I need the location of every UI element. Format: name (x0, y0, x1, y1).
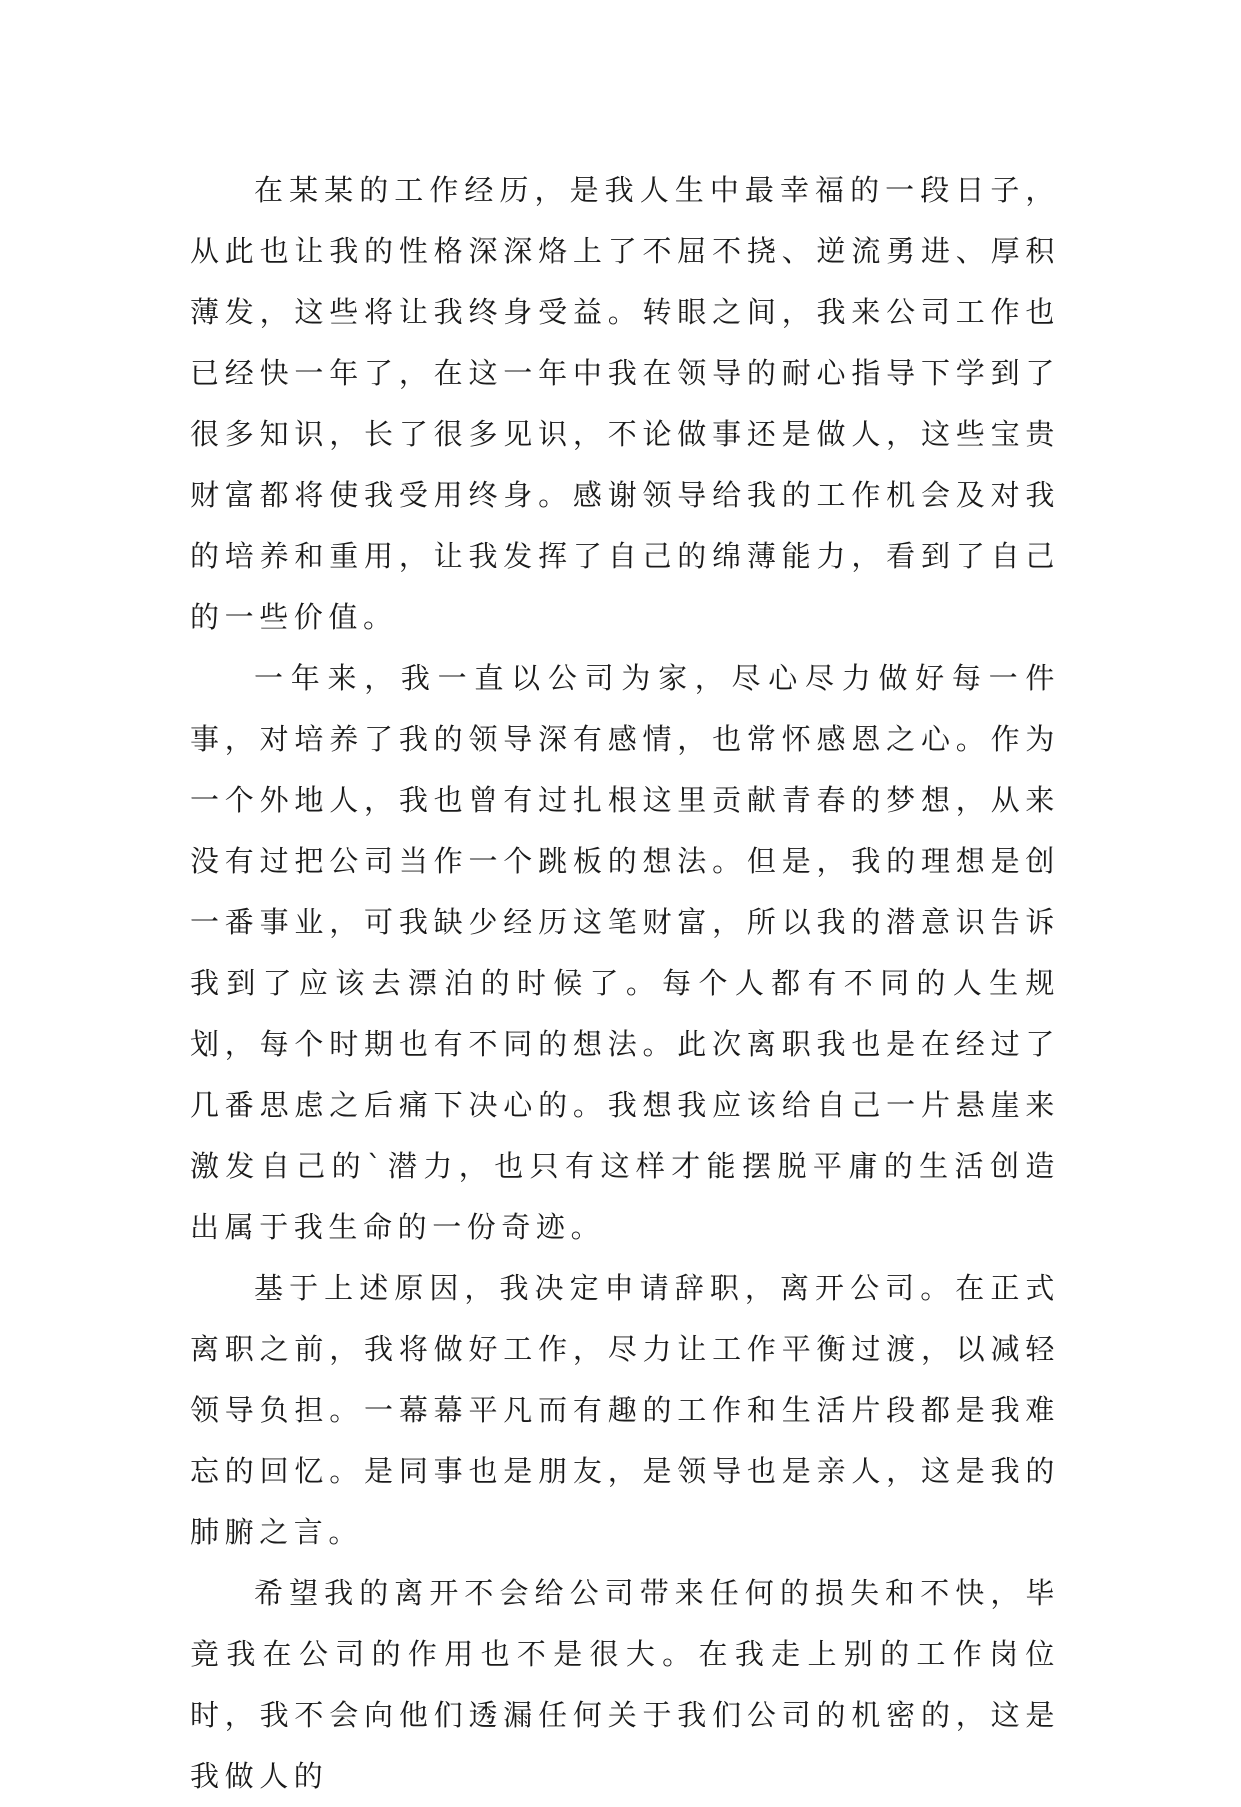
paragraph-1: 在某某的工作经历，是我人生中最幸福的一段日子，从此也让我的性格深深烙上了不屈不挠、逆流勇进、厚积薄发，这些将让我终身受益。转眼之间，我来公司工作也已经快一年了，在这一年中我在领导的耐心指导下学到了很多知识，长了很多见识，不论做事还是做人，这些宝贵财富都将使我受用终身。感谢领导给我的工作机会及对我的培养和重用，让我发挥了自己的绵薄能力，看到了自己的一些价值。 (190, 173, 1060, 634)
paragraph-4: 希望我的离开不会给公司带来任何的损失和不快，毕竟我在公司的作用也不是很大。在我走上别的工作岗位时，我不会向他们透漏任何关于我们公司的机密的，这是我做人的 (190, 1576, 1060, 1793)
document-body (190, 160, 1060, 1807)
paragraph-2: 一年来，我一直以公司为家，尽心尽力做好每一件事，对培养了我的领导深有感情，也常怀感恩之心。作为一个外地人，我也曾有过扎根这里贡献青春的梦想，从来没有过把公司当作一个跳板的想法。但是，我的理想是创一番事业，可我缺少经历这笔财富，所以我的潜意识告诉我到了应该去漂泊的时候了。每个人都有不同的人生规划，每个时期也有不同的想法。此次离职我也是在经过了几番思虑之后痛下决心的。我想我应该给自己一片悬崖来激发自己的`潜力，也只有这样才能摆脱平庸的生活创造出属于我生命的一份奇迹。 (190, 661, 1060, 1244)
paragraph-3: 基于上述原因，我决定申请辞职，离开公司。在正式离职之前，我将做好工作，尽力让工作平衡过渡，以减轻领导负担。一幕幕平凡而有趣的工作和生活片段都是我难忘的回忆。是同事也是朋友，是领导也是亲人，这是我的肺腑之言。 (190, 1271, 1060, 1549)
